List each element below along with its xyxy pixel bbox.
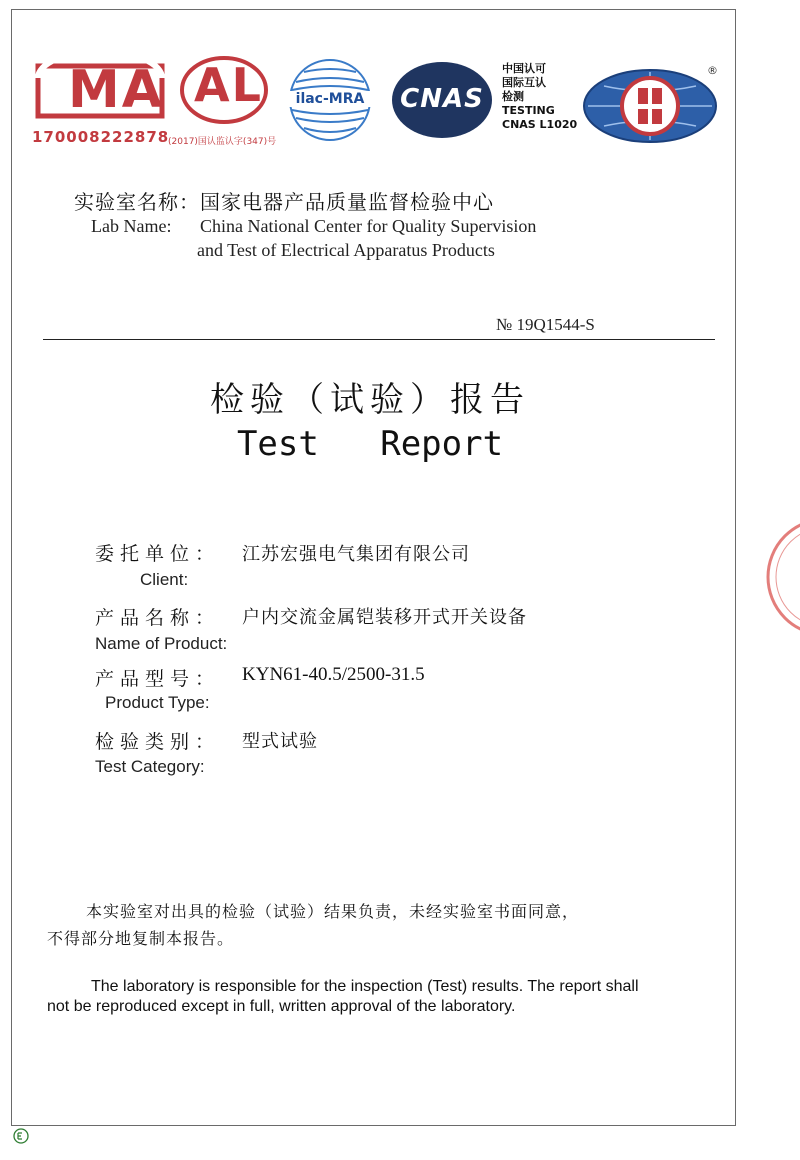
cnas-side-line: 检测	[502, 90, 524, 103]
lab-name-cn	[74, 186, 494, 215]
globe-emblem-icon	[580, 66, 720, 146]
header-divider	[43, 339, 715, 340]
cma-logo	[30, 58, 170, 124]
lab-name-en-line2: and Test of Electrical Apparatus Products	[197, 240, 495, 260]
cnas-letters: CNAS	[400, 84, 484, 114]
lab-name-value-cn: 国家电器产品质量监督检验中心	[200, 190, 494, 214]
registered-mark: ®	[707, 64, 718, 77]
lab-name-label-cn: 实验室名称：	[74, 190, 200, 214]
client-label-cn: 委托单位：	[95, 543, 221, 565]
cma-certificate-number: 170008222878	[32, 128, 170, 146]
cnas-logo	[390, 60, 494, 140]
cal-logo	[178, 54, 270, 126]
cnas-side-line: TESTING	[502, 104, 555, 117]
notice-en-line1: The laboratory is responsible for the inspection (Test) results. The report shall	[91, 978, 639, 995]
lab-name-label-en: Lab Name:	[91, 216, 172, 236]
lab-name-en-line1: China National Center for Quality Supervision	[200, 216, 537, 236]
cma-letters: MA	[68, 60, 164, 120]
test-category-label-en: Test Category:	[95, 757, 205, 776]
cnas-side-line: 国际互认	[502, 76, 546, 89]
partial-red-stamp	[762, 512, 800, 642]
product-type-label-cn: 产品型号：	[95, 668, 221, 690]
product-type-label-en: Product Type:	[105, 693, 210, 712]
page-border	[11, 9, 736, 1126]
report-title-cn: 检验（试验）报告	[210, 380, 530, 420]
stamp-circle-icon	[762, 512, 800, 642]
ilac-mra-logo	[286, 56, 374, 144]
test-category-label-cn: 检验类别：	[95, 731, 221, 753]
cnas-side-line: 中国认可	[502, 62, 546, 75]
product-name-label-cn: 产品名称：	[95, 607, 221, 629]
product-type-value: KYN61-40.5/2500-31.5	[242, 664, 425, 685]
client-value: 江苏宏强电气集团有限公司	[242, 544, 470, 565]
product-name-label-en: Name of Product:	[95, 634, 228, 653]
report-number: № 19Q1544-S	[496, 315, 595, 334]
cal-letters: AL	[194, 58, 263, 112]
product-name-value: 户内交流金属铠装移开式开关设备	[242, 607, 527, 628]
cnas-side-line: CNAS L1020	[502, 118, 578, 131]
notice-en-line2: not be reproduced except in full, written approval of the laboratory.	[47, 998, 516, 1015]
notice-cn-line2: 不得部分地复制本报告。	[47, 929, 235, 948]
cnas-side-text	[502, 62, 577, 132]
globe-logo	[580, 66, 720, 146]
client-label-en: Client:	[140, 570, 189, 589]
cal-approval-number: (2017)国认监认字(347)号	[168, 137, 277, 147]
notice-cn-line1: 本实验室对出具的检验（试验）结果负责，未经实验室书面同意，	[86, 902, 580, 921]
corner-mark-icon	[13, 1128, 29, 1144]
report-title-en: Test Report	[236, 424, 504, 464]
test-category-value: 型式试验	[242, 731, 318, 752]
ilac-label: ilac-MRA	[288, 91, 372, 107]
